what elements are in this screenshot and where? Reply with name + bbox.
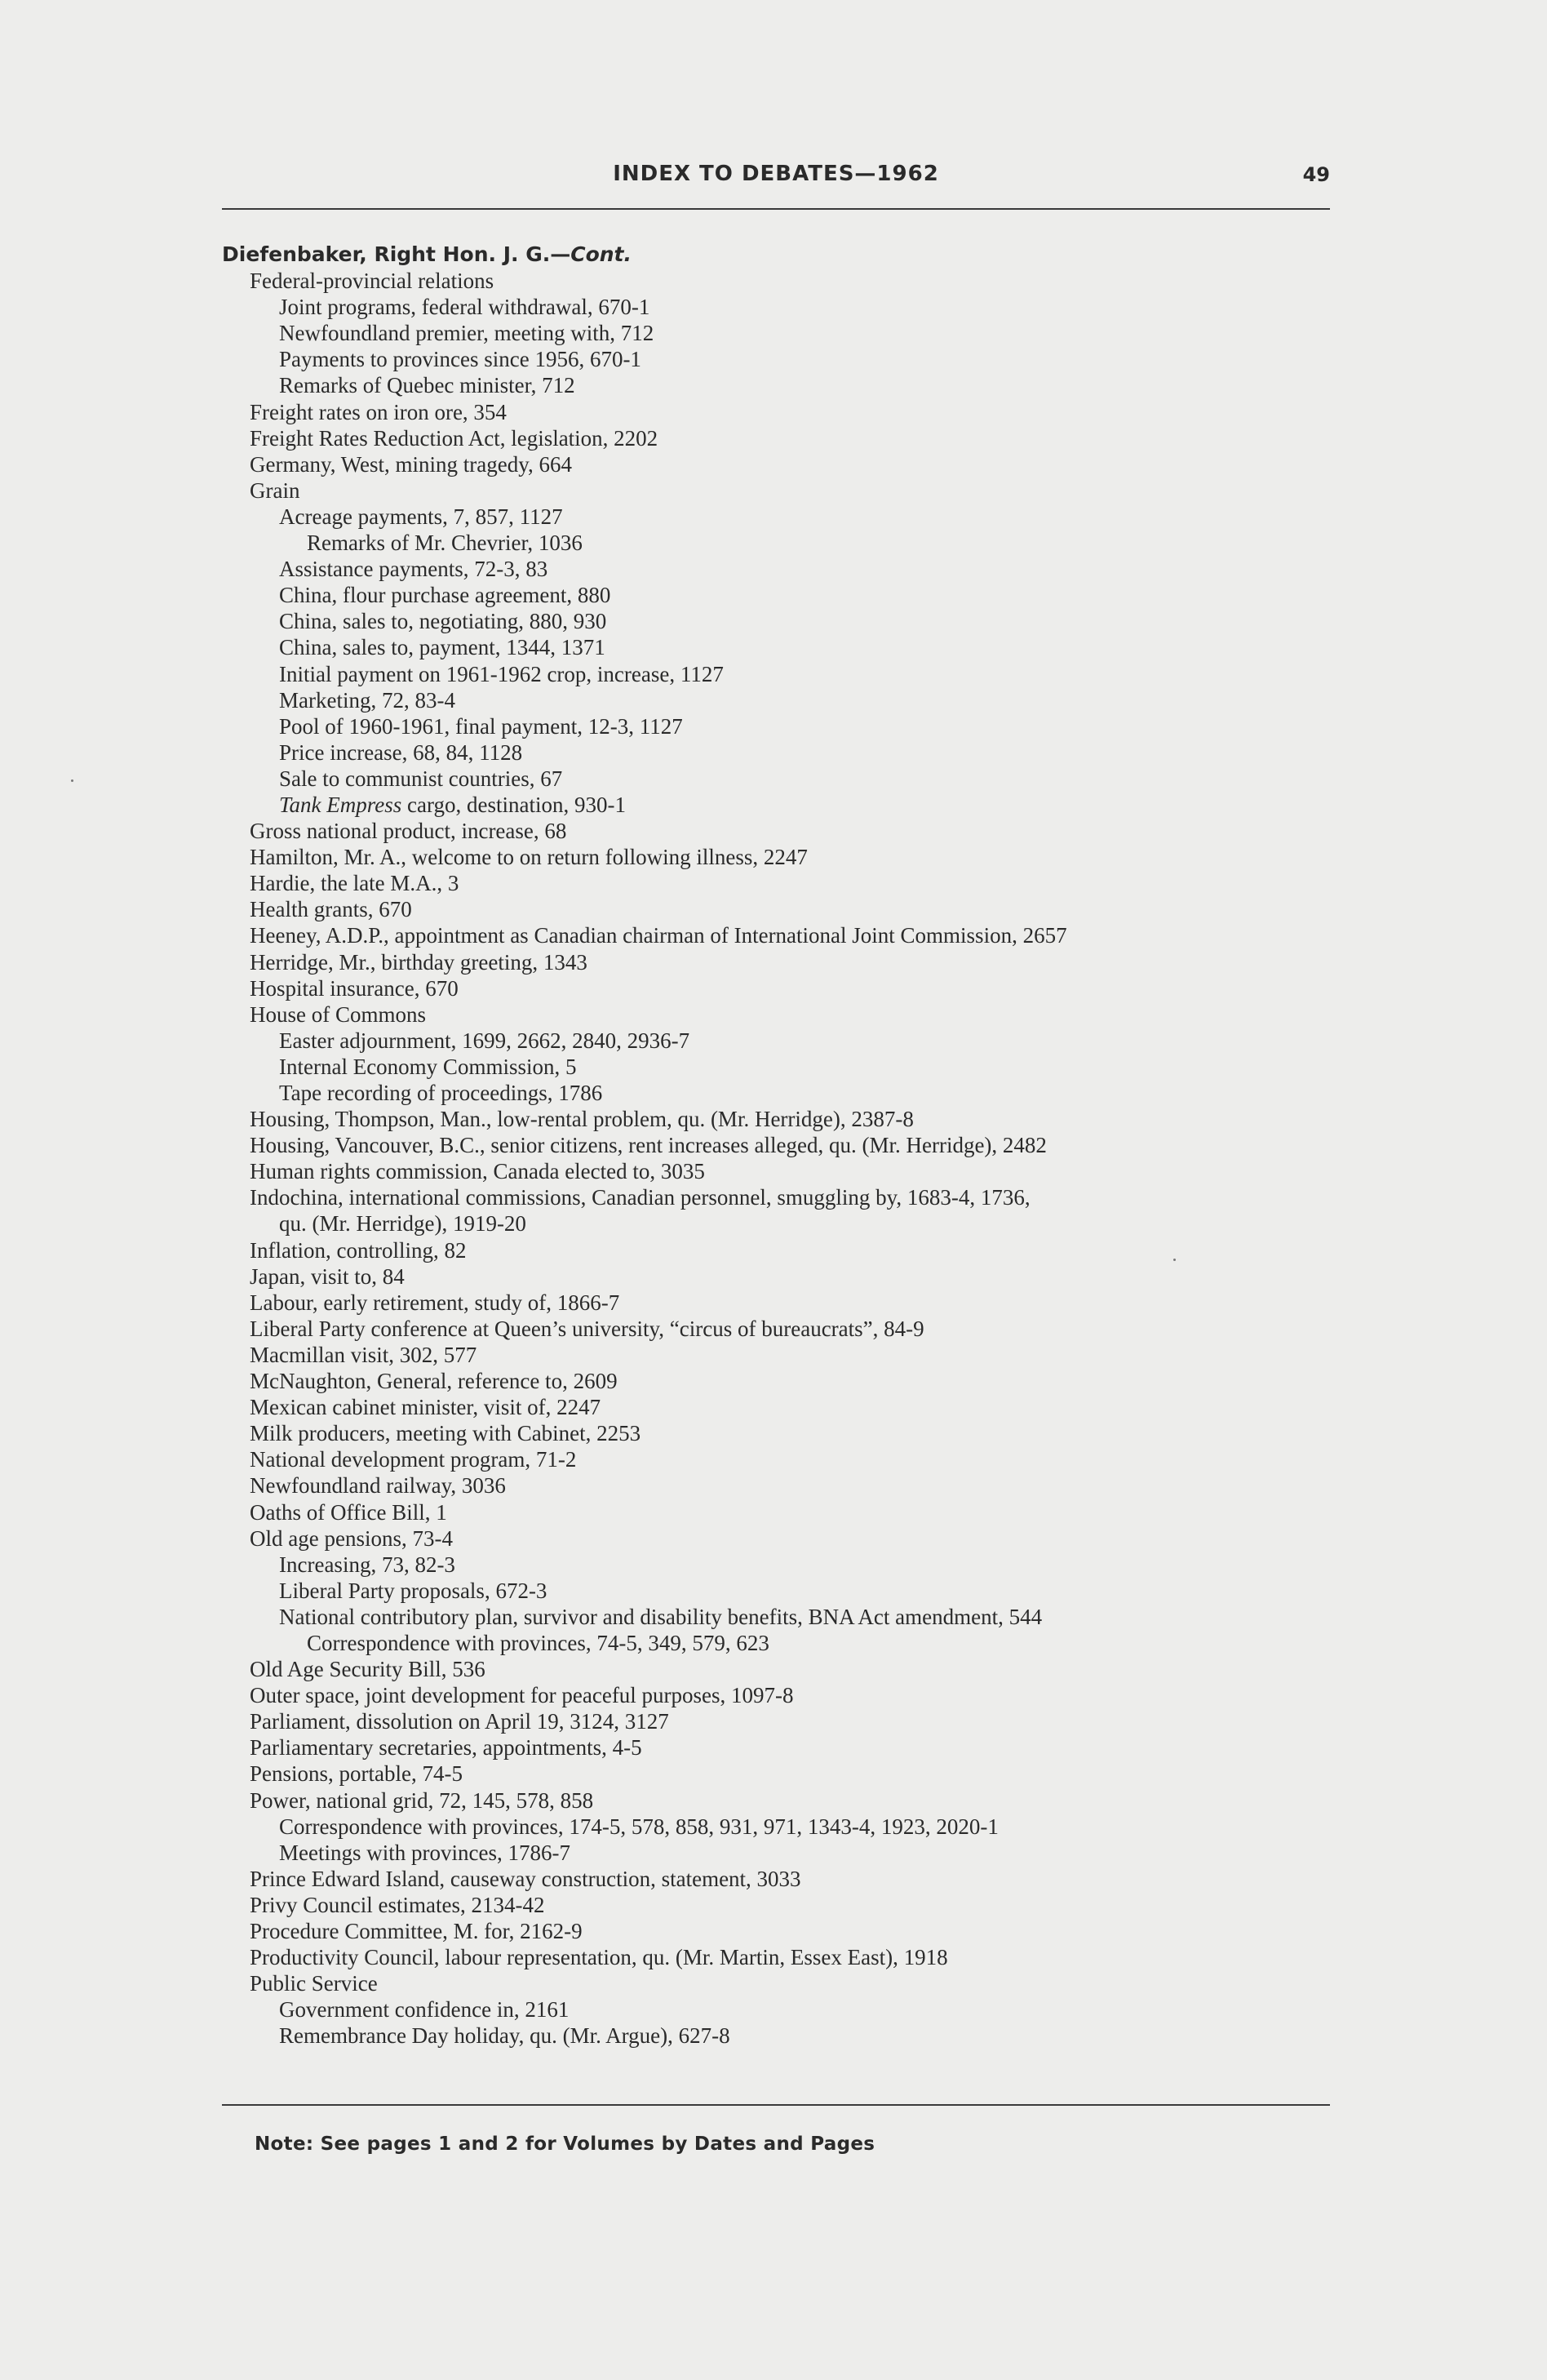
entry-text: Tape recording of proceedings, 1786 [279, 1081, 603, 1105]
running-title: INDEX TO DEBATES—1962 [613, 162, 939, 186]
entry-text: Liberal Party conference at Queen’s university, “circus of bureaucrats”, 84-9 [250, 1316, 924, 1341]
index-entry [222, 1761, 1381, 1787]
index-entry [222, 425, 1381, 451]
entry-text: Procedure Committee, M. for, 2162-9 [250, 1919, 583, 1943]
index-subentry [222, 294, 1381, 320]
page-header [222, 157, 1330, 198]
entry-text: Japan, visit to, 84 [250, 1263, 405, 1289]
entry-text: Indochina, international commissions, Canadian personnel, smuggling by, 1683-4, 1736, [250, 1185, 1031, 1210]
index-entry [222, 1656, 1381, 1682]
index-entry [222, 1499, 1381, 1525]
entry-text: Human rights commission, Canada elected to, 3035 [250, 1159, 705, 1184]
index-entry [222, 1394, 1381, 1420]
index-subentry [222, 792, 1381, 818]
index-subentry [222, 582, 1381, 608]
entry-text: Federal-provincial relations [250, 269, 494, 294]
entry-text: Remarks of Mr. Chevrier, 1036 [307, 531, 583, 556]
entry-text: Parliament, dissolution on April 19, 3124, 3127 [250, 1709, 669, 1734]
index-entry [222, 1368, 1381, 1394]
entry-text: China, sales to, payment, 1344, 1371 [279, 635, 605, 660]
index-subentry [222, 1028, 1381, 1054]
heading-continued: Cont. [570, 242, 632, 266]
index-entry [222, 1892, 1381, 1918]
index-entry [222, 399, 1381, 425]
index-subentry [222, 1840, 1381, 1866]
header-rule [222, 208, 1330, 210]
entry-text: Power, national grid, 72, 145, 578, 858 [250, 1787, 594, 1813]
entry-text: Hospital insurance, 670 [250, 975, 459, 1001]
entry-text: Newfoundland premier, meeting with, 712 [279, 321, 654, 346]
index-subentry [222, 1552, 1381, 1578]
index-entry [222, 268, 1381, 294]
entry-text: Price increase, 68, 84, 1128 [279, 739, 523, 765]
index-entry [222, 1342, 1381, 1368]
index-entry [222, 949, 1381, 975]
entry-text: Grain [250, 477, 300, 503]
entry-text: Oaths of Office Bill, 1 [250, 1499, 447, 1525]
index-entry [222, 1184, 1381, 1210]
index-subentry [222, 766, 1381, 792]
index-subentry [222, 2023, 1381, 2049]
heading-name: Diefenbaker, Right Hon. J. G.— [222, 242, 571, 266]
index-entry [222, 1237, 1381, 1263]
entry-text: House of Commons [250, 1001, 426, 1027]
index-entry [222, 451, 1381, 477]
index-entry [222, 1132, 1381, 1158]
entry-text: Germany, West, mining tragedy, 664 [250, 451, 572, 477]
entry-text: Easter adjournment, 1699, 2662, 2840, 2936-7 [279, 1028, 690, 1053]
index-subentry [222, 504, 1381, 530]
entry-text: Privy Council estimates, 2134-42 [250, 1892, 545, 1917]
entry-text: Health grants, 670 [250, 897, 412, 922]
index-entry [222, 975, 1381, 1001]
index-entry [222, 1446, 1381, 1472]
index-entry [222, 1420, 1381, 1446]
index-entry [222, 1290, 1381, 1316]
entry-text: Liberal Party proposals, 672-3 [279, 1578, 547, 1603]
footnote: Note: See pages 1 and 2 for Volumes by Dates and Pages [255, 2134, 875, 2155]
entry-text: Pool of 1960-1961, final payment, 12-3, 1127 [279, 713, 683, 739]
entry-text: Marketing, 72, 83-4 [279, 687, 455, 713]
entry-text: China, sales to, negotiating, 880, 930 [279, 609, 607, 634]
entry-text: Acreage payments, 7, 857, 1127 [279, 504, 563, 529]
entry-text: China, flour purchase agreement, 880 [279, 583, 611, 608]
entry-text: Outer space, joint development for peaceful purposes, 1097-8 [250, 1683, 794, 1708]
page-number: 49 [1302, 163, 1330, 186]
entry-text: Productivity Council, labour representation, qu. (Mr. Martin, Essex East), 1918 [250, 1945, 948, 1970]
index-entry [222, 1263, 1381, 1290]
index-entry [222, 1734, 1381, 1761]
index-entries [222, 242, 1381, 2049]
index-entry [222, 1001, 1381, 1028]
index-entry [222, 1944, 1381, 1970]
entry-text: Correspondence with provinces, 174-5, 578, 858, 931, 971, 1343-4, 1923, 2020-1 [279, 1814, 999, 1839]
entry-text: Inflation, controlling, 82 [250, 1237, 467, 1263]
entry-text: Prince Edward Island, causeway construction, statement, 3033 [250, 1866, 801, 1891]
entry-text: Housing, Vancouver, B.C., senior citizens, rent increases alleged, qu. (Mr. Herridge), 2482 [250, 1133, 1047, 1158]
entry-text: Old age pensions, 73-4 [250, 1525, 453, 1551]
index-subentry [222, 320, 1381, 346]
entry-text: Pensions, portable, 74-5 [250, 1761, 463, 1787]
entry-text: Hardie, the late M.A., 3 [250, 871, 459, 896]
index-entry [222, 818, 1381, 844]
index-subentry [222, 1054, 1381, 1080]
entry-text: Housing, Thompson, Man., low-rental problem, qu. (Mr. Herridge), 2387-8 [250, 1107, 914, 1132]
entry-text: Correspondence with provinces, 74-5, 349, 579, 623 [307, 1630, 769, 1655]
index-subentry [222, 739, 1381, 766]
index-entry [222, 1158, 1381, 1184]
index-subentry [222, 1080, 1381, 1106]
index-entry [222, 1970, 1381, 1996]
footer-rule [222, 2104, 1330, 2106]
index-subentry [222, 1630, 1381, 1656]
index-subentry [222, 1996, 1381, 2023]
entry-text: Initial payment on 1961-1962 crop, increase, 1127 [279, 661, 724, 686]
index-subentry [222, 1578, 1381, 1604]
entry-text: Parliamentary secretaries, appointments, 4-5 [250, 1735, 642, 1761]
index-entry [222, 1682, 1381, 1708]
index-subentry [222, 556, 1381, 582]
entry-text: National development program, 71-2 [250, 1447, 577, 1472]
entry-text: cargo, destination, 930-1 [401, 792, 626, 817]
index-entry [222, 1918, 1381, 1944]
entry-text: Public Service [250, 1971, 378, 1996]
entry-text: Assistance payments, 72-3, 83 [279, 557, 548, 582]
entry-text: Newfoundland railway, 3036 [250, 1473, 506, 1499]
entry-text: Macmillan visit, 302, 577 [250, 1342, 477, 1367]
entry-text: McNaughton, General, reference to, 2609 [250, 1369, 618, 1394]
index-entry [222, 477, 1381, 504]
index-subentry [222, 608, 1381, 634]
entry-text: Freight rates on iron ore, 354 [250, 399, 507, 424]
index-subentry [222, 1210, 1381, 1237]
entry-text: Internal Economy Commission, 5 [279, 1054, 577, 1079]
index-entry [222, 1472, 1381, 1499]
entry-italic-title: Tank Empress [279, 792, 402, 817]
entry-text: Herridge, Mr., birthday greeting, 1343 [250, 949, 587, 975]
index-entry [222, 896, 1381, 922]
scan-speck [1173, 1259, 1176, 1261]
entry-text: Milk producers, meeting with Cabinet, 2253 [250, 1421, 641, 1446]
index-entry [222, 1708, 1381, 1734]
entry-text: Gross national product, increase, 68 [250, 819, 567, 844]
index-subentry [222, 687, 1381, 713]
entry-text: Joint programs, federal withdrawal, 670-1 [279, 295, 650, 320]
index-subentry [222, 346, 1381, 372]
entry-text: Payments to provinces since 1956, 670-1 [279, 347, 641, 372]
index-subentry [222, 1604, 1381, 1630]
index-entry [222, 1866, 1381, 1892]
entry-text: Increasing, 73, 82-3 [279, 1552, 455, 1577]
entry-text: Hamilton, Mr. A., welcome to on return following illness, 2247 [250, 845, 808, 870]
index-subentry [222, 713, 1381, 739]
index-subentry [222, 530, 1381, 556]
entry-text: Remembrance Day holiday, qu. (Mr. Argue), 627-8 [279, 2023, 730, 2049]
entry-text: Freight Rates Reduction Act, legislation, 2202 [250, 425, 658, 451]
entry-text: qu. (Mr. Herridge), 1919-20 [279, 1211, 526, 1237]
entry-text: Old Age Security Bill, 536 [250, 1657, 485, 1682]
entry-text: Sale to communist countries, 67 [279, 766, 563, 791]
scan-speck [71, 779, 73, 782]
index-entry [222, 1316, 1381, 1342]
index-subentry [222, 661, 1381, 687]
entry-text: Remarks of Quebec minister, 712 [279, 373, 575, 398]
index-subentry [222, 634, 1381, 660]
index-entry [222, 1106, 1381, 1132]
entry-text: Labour, early retirement, study of, 1866-7 [250, 1290, 620, 1315]
index-subentry [222, 372, 1381, 398]
entry-text: Meetings with provinces, 1786-7 [279, 1840, 570, 1865]
index-entry [222, 1787, 1381, 1814]
entry-text: Mexican cabinet minister, visit of, 2247 [250, 1395, 601, 1420]
index-subentry [222, 1814, 1381, 1840]
entry-text: Heeney, A.D.P., appointment as Canadian chairman of International Joint Commission, 2657 [250, 923, 1067, 948]
index-heading [222, 242, 1381, 268]
entry-text: National contributory plan, survivor and disability benefits, BNA Act amendment, 544 [279, 1604, 1043, 1629]
index-entry [222, 870, 1381, 896]
index-entry [222, 922, 1381, 948]
entry-text: Government confidence in, 2161 [279, 1997, 570, 2023]
index-entry [222, 844, 1381, 870]
index-entry [222, 1525, 1381, 1552]
